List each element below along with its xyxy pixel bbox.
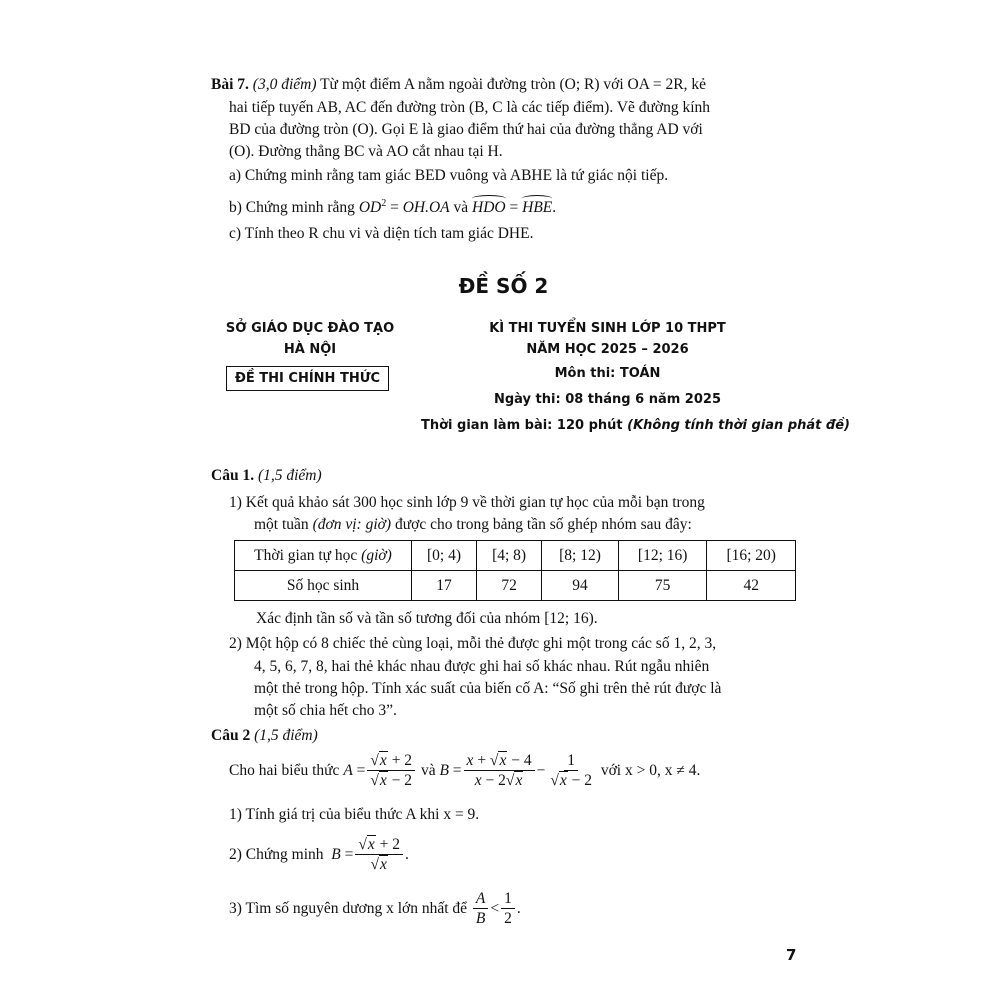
one-half: $\frac{1}{2}$ <box>501 890 515 927</box>
exam-name: KÌ THI TUYỂN SINH LỚP 10 THPT <box>489 321 726 336</box>
table-header-students: Số học sinh <box>235 571 412 601</box>
page-number: 7 <box>786 946 797 964</box>
ratio-a-b: $\frac{A}{B}$ <box>473 890 488 927</box>
exam-info <box>460 318 755 360</box>
cau2-expressions: Cho hai biểu thức A = $\frac{√x + 2}{√x - 2}$ và B = $\frac{x + √x - 4}{x - 2√x}$ − $\frac{1}{√x - 2}$ với x > 0, x ≠ 4. <box>229 752 701 790</box>
cau1-p1-line-1: 1) Kết quả khảo sát 300 học sinh lớp 9 về thời gian tự học của mỗi bạn trong <box>229 494 705 511</box>
cau1-p2-line-4: một số chia hết cho 3”. <box>254 702 397 719</box>
cau1-heading: Câu 1. (1,5 điểm) <box>211 467 322 484</box>
angle-hbe: HBE <box>522 199 553 217</box>
bai7-line-2: hai tiếp tuyến AB, AC đến đường tròn (B, C là các tiếp điểm). Vẽ đường kính <box>229 99 711 116</box>
official-exam-box: ĐỀ THI CHÍNH THỨC <box>226 366 389 391</box>
exam-duration: Thời gian làm bài: 120 phút (Không tính thời gian phát đề) <box>421 418 850 433</box>
table-cell: 42 <box>707 571 796 601</box>
table-cell: 75 <box>618 571 707 601</box>
bai7-line-4: (O). Đường thẳng BC và AO cắt nhau tại H. <box>229 143 503 160</box>
cau1-p2-line-3: một thẻ trong hộp. Tính xác suất của biến cố A: “Số ghi trên thẻ rút được là <box>254 680 722 697</box>
subject: Môn thi: TOÁN <box>554 366 661 381</box>
exam-date: Ngày thi: 08 tháng 6 năm 2025 <box>493 392 721 407</box>
bai7-line-1: Bài 7. (3,0 điểm) Từ một điểm A nằm ngoài đường tròn (O; R) với OA = 2R, kẻ <box>211 76 707 93</box>
bai7-part-a: a) Chứng minh rằng tam giác BED vuông và ABHE là tứ giác nội tiếp. <box>229 167 669 184</box>
table-cell: 17 <box>412 571 477 601</box>
expression-b-first: $\frac{x + √x - 4}{x - 2√x}$ <box>464 752 535 789</box>
table-cell: 94 <box>542 571 619 601</box>
department <box>215 318 405 360</box>
bai7-part-c: c) Tính theo R chu vi và diện tích tam giác DHE. <box>229 225 534 242</box>
cau1-p2-line-1: 2) Một hộp có 8 chiếc thẻ cùng loại, mỗi thẻ được ghi một trong các số 1, 2, 3, <box>229 635 717 652</box>
department-line-2: HÀ NỘI <box>283 342 337 357</box>
expression-b-second: $\frac{1}{√x - 2}$ <box>550 752 592 790</box>
table-row <box>235 541 796 571</box>
department-line-1: SỞ GIÁO DỤC ĐÀO TẠO <box>225 321 395 336</box>
cau1-p2-line-2: 4, 5, 6, 7, 8, hai thẻ khác nhau được ghi hai số khác nhau. Rút ngẫu nhiên <box>254 658 710 675</box>
table-cell: 72 <box>477 571 542 601</box>
cau2-heading: Câu 2 (1,5 điểm) <box>211 727 318 744</box>
bai7-line-3: BD của đường tròn (O). Gọi E là giao điểm thứ hai của đường thẳng AD với <box>229 121 703 138</box>
table-cell: [16; 20) <box>707 541 796 571</box>
cau2-q2: 2) Chứng minh B = $\frac{√x + 2}{√x}$ . <box>229 836 409 874</box>
bai7-part-b: b) Chứng minh rằng $OD^2 = OH.OA$ và HDO = HBE. <box>229 198 557 217</box>
table-cell: [8; 12) <box>542 541 619 571</box>
angle-hdo: HDO <box>472 199 506 217</box>
table-row <box>235 571 796 601</box>
cau2-q3: 3) Tìm số nguyên dương x lớn nhất để $\frac{A}{B}$ < $\frac{1}{2}$ . <box>229 890 521 928</box>
table-header-time: Thời gian tự học (giờ) <box>235 541 412 571</box>
cau1-p1-question: Xác định tần số và tần số tương đối của nhóm [12; 16). <box>256 610 598 627</box>
table-cell: [0; 4) <box>412 541 477 571</box>
frequency-table <box>234 540 796 601</box>
cau1-p1-line-2: một tuần (đơn vị: giờ) được cho trong bảng tần số ghép nhóm sau đây: <box>254 516 692 533</box>
table-cell: [12; 16) <box>618 541 707 571</box>
school-year: NĂM HỌC 2025 – 2026 <box>526 342 689 357</box>
expression-b-simplified: $\frac{√x + 2}{√x}$ <box>355 836 403 873</box>
cau2-q1: 1) Tính giá trị của biểu thức A khi x = 9. <box>229 806 480 823</box>
table-cell: [4; 8) <box>477 541 542 571</box>
exam-title: ĐỀ SỐ 2 <box>458 274 549 298</box>
expression-a: $\frac{√x + 2}{√x - 2}$ <box>367 752 415 789</box>
